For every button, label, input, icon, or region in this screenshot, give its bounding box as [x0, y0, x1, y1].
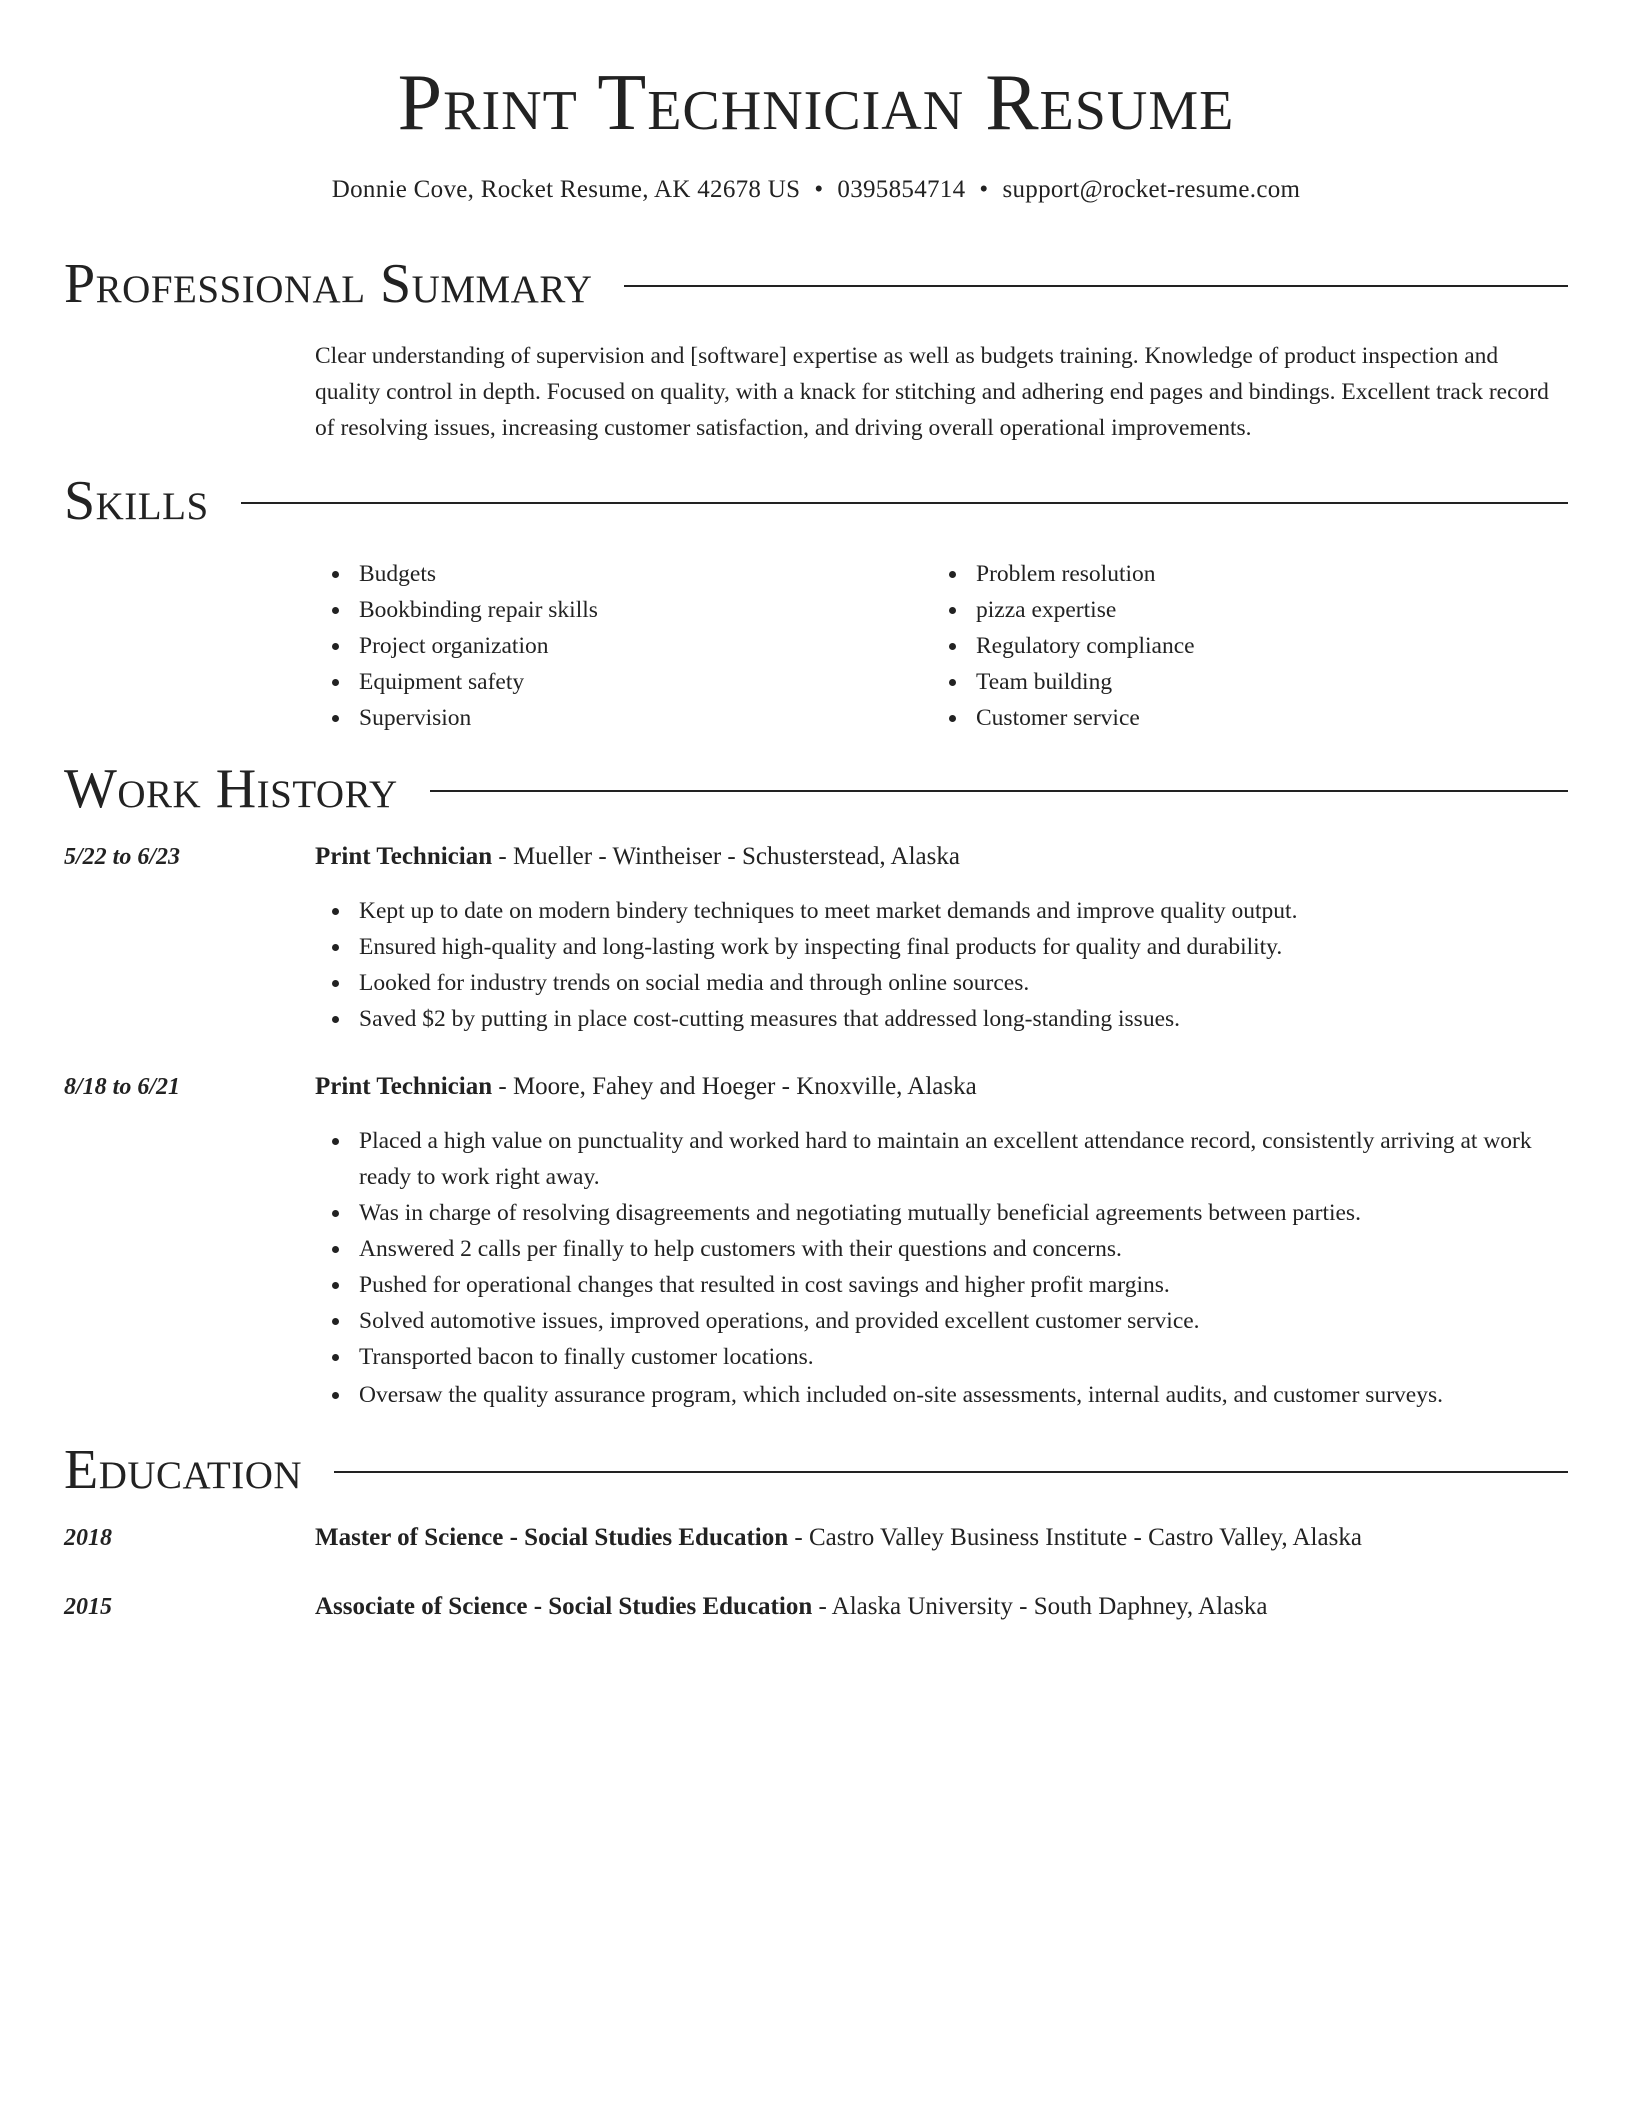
job-duty: Ensured high-quality and long-lasting work by inspecting final products for quality and durability.	[359, 929, 1568, 965]
job-duty: Oversaw the quality assurance program, which included on-site assessments, internal audits, and customer surveys.	[359, 1377, 1568, 1413]
job-role	[315, 839, 960, 875]
work-history-heading: Work History	[64, 758, 398, 820]
skills-heading: Skills	[64, 470, 209, 532]
section-divider	[430, 790, 1568, 792]
skill-item: Budgets	[359, 556, 932, 592]
summary-section-header	[64, 251, 1568, 317]
education-degree	[315, 1589, 1267, 1625]
skill-item: Regulatory compliance	[976, 628, 1549, 664]
education-year: 2015	[64, 1594, 112, 1620]
contact-line	[64, 172, 1568, 208]
section-divider	[241, 502, 1568, 504]
job-duties	[359, 1123, 1568, 1413]
job-duties	[359, 893, 1568, 1037]
resume-title: Print Technician Resume	[397, 59, 1235, 147]
degree-school: - Castro Valley Business Institute - Castro Valley, Alaska	[788, 1524, 1362, 1551]
contact-separator: •	[814, 176, 824, 203]
degree-title: Master of Science - Social Studies Education	[315, 1524, 789, 1551]
job-title: Print Technician	[315, 1073, 493, 1100]
job-title: Print Technician	[315, 843, 493, 870]
job-duty: Transported bacon to finally customer locations.	[359, 1339, 1568, 1375]
section-divider	[624, 285, 1568, 287]
skills-column-right	[932, 556, 1549, 736]
skill-item: Equipment safety	[359, 664, 932, 700]
education-year: 2018	[64, 1525, 112, 1551]
skill-item: pizza expertise	[976, 592, 1549, 628]
job-duty: Pushed for operational changes that resulted in cost savings and higher profit margins.	[359, 1267, 1568, 1303]
job-duty: Looked for industry trends on social media and through online sources.	[359, 965, 1568, 1001]
work-history-section-header	[64, 756, 1568, 822]
summary-heading: Professional Summary	[64, 253, 593, 315]
job-duty: Answered 2 calls per finally to help customers with their questions and concerns.	[359, 1231, 1568, 1267]
job-duty: Kept up to date on modern bindery techniques to meet market demands and improve quality output.	[359, 893, 1568, 929]
skill-item: Supervision	[359, 700, 932, 736]
skill-item: Customer service	[976, 700, 1549, 736]
job-duty: Solved automotive issues, improved operations, and provided excellent customer service.	[359, 1303, 1568, 1339]
section-divider	[334, 1471, 1568, 1473]
education-section-header	[64, 1437, 1568, 1503]
contact-address: Donnie Cove, Rocket Resume, AK 42678 US	[331, 176, 801, 203]
job-employer: - Mueller - Wintheiser - Schusterstead, Alaska	[492, 843, 960, 870]
education-degree	[315, 1520, 1362, 1556]
contact-separator: •	[979, 176, 989, 203]
job-dates: 5/22 to 6/23	[64, 844, 181, 870]
skill-item: Problem resolution	[976, 556, 1549, 592]
skills-list	[315, 556, 1568, 736]
skill-item: Project organization	[359, 628, 932, 664]
skills-section-header	[64, 468, 1568, 534]
job-duty: Placed a high value on punctuality and worked hard to maintain an excellent attendance record, consistently arriving at work ready to work right away.	[359, 1123, 1568, 1195]
job-role	[315, 1069, 977, 1105]
skills-column-left	[315, 556, 932, 736]
contact-phone: 0395854714	[837, 176, 966, 203]
education-heading: Education	[64, 1439, 303, 1501]
job-duty: Saved $2 by putting in place cost-cutting measures that addressed long-standing issues.	[359, 1001, 1568, 1037]
job-dates: 8/18 to 6/21	[64, 1074, 181, 1100]
degree-school: - Alaska University - South Daphney, Alaska	[812, 1593, 1268, 1620]
summary-text: Clear understanding of supervision and [software] expertise as well as budgets training. Knowledge of product inspection and quality control in depth. Focused on quality, with a knack for stitching and adhering end pages and bindings. Excellent track record of resolving issues, increasing customer satisfaction, and driving overall operational improvements.	[315, 343, 1549, 441]
job-duty: Was in charge of resolving disagreements and negotiating mutually beneficial agreements between parties.	[359, 1195, 1568, 1231]
degree-title: Associate of Science - Social Studies Education	[315, 1593, 813, 1620]
skill-item: Team building	[976, 664, 1549, 700]
job-employer: - Moore, Fahey and Hoeger - Knoxville, Alaska	[492, 1073, 977, 1100]
contact-email: support@rocket-resume.com	[1002, 176, 1301, 203]
skill-item: Bookbinding repair skills	[359, 592, 932, 628]
